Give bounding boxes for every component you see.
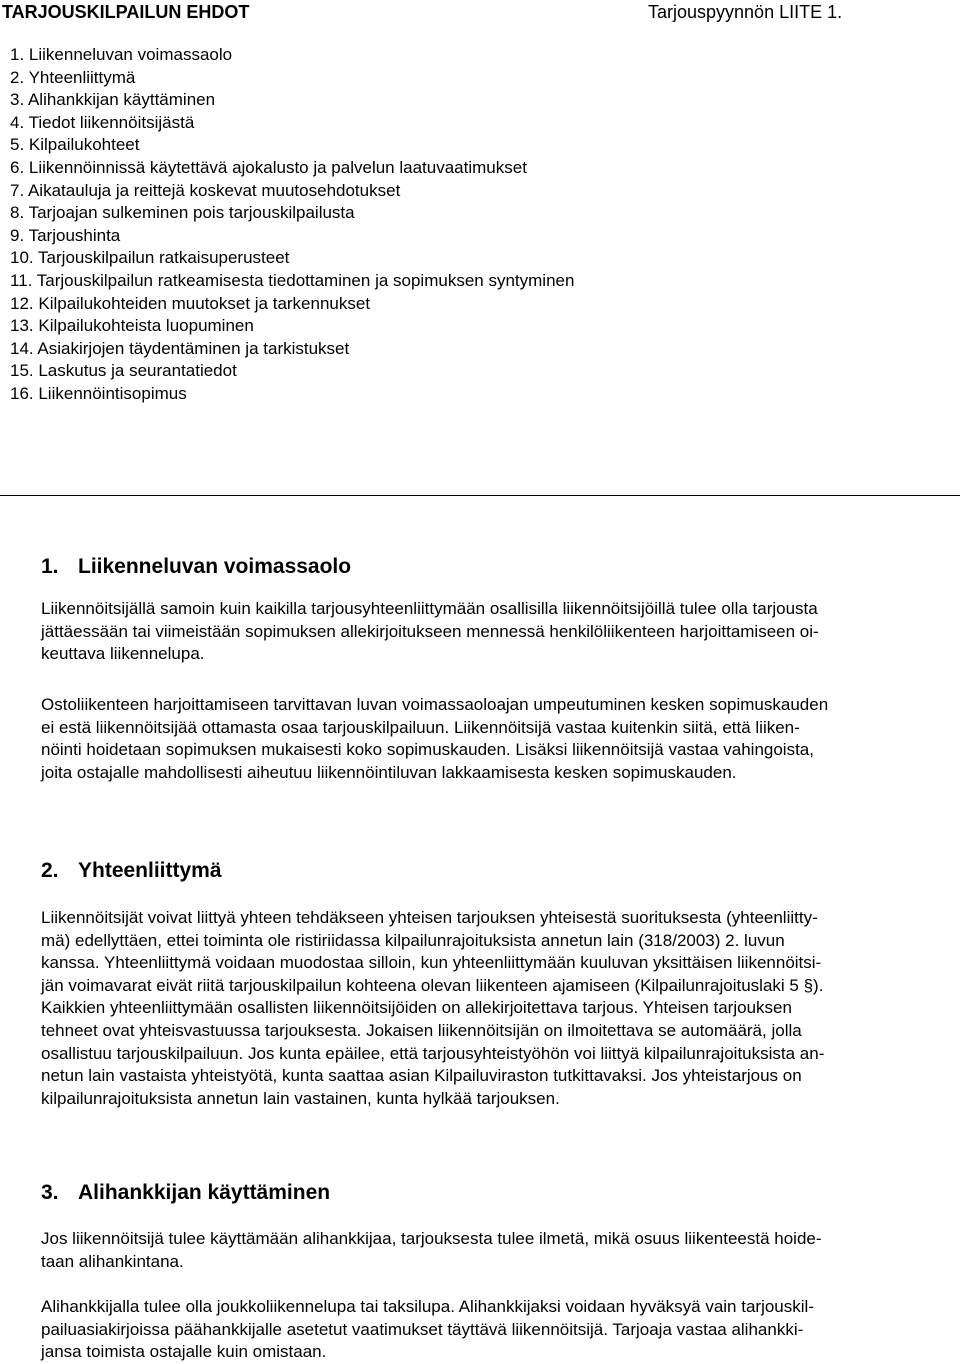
toc-item: 16. Liikennöintisopimus (10, 383, 187, 403)
paragraph: Liikennöitsijällä samoin kuin kaikilla tarjousyhteenliittymään osallisilla liikennöitsijöillä tulee olla tarjousta jättäessään tai viimeistään sopimuksen allekirjoitukseen mennessä henkilöliikenteen harjoittamiseen oi- keuttava liikennelupa. (41, 599, 819, 664)
section-yhteenliittyma (41, 858, 957, 884)
section-number: 3. (41, 1181, 59, 1204)
toc-item: 12. Kilpailukohteiden muutokset ja tarkennukset (10, 293, 371, 313)
paragraph: Ostoliikenteen harjoittamiseen tarvittavan luvan voimassaoloajan umpeutuminen kesken sopimuskauden ei estä liikennöitsijää ottamasta osaa tarjouskilpailuun. Liikennöitsijä vastaa kuitenkin siitä, että liiken- nöinti hoidetaan sopimuksen mukaisesti koko sopimuskauden. Lisäksi liikennöitsijä vastaa vahingoista, joita ostajalle mahdollisesti aiheutuu liikennöintiluvan lakkaamisesta kesken sopimuskauden. (41, 695, 829, 782)
toc-item: 9. Tarjoushinta (10, 225, 121, 245)
section-heading (41, 1180, 957, 1206)
toc-item: 1. Liikenneluvan voimassaolo (10, 45, 233, 64)
attachment-label: Tarjouspyynnön LIITE 1. (648, 2, 843, 22)
document-header (0, 0, 960, 28)
document-title: TARJOUSKILPAILUN EHDOT (2, 2, 250, 22)
section-number: 1. (41, 555, 59, 578)
section-3-paragraph-2 (41, 1296, 957, 1364)
toc-item: 10. Tarjouskilpailun ratkaisuperusteet (10, 248, 290, 268)
section-number: 2. (41, 859, 59, 882)
toc-item: 5. Kilpailukohteet (10, 135, 140, 155)
section-alihankkijan-kayttaminen (41, 1180, 957, 1206)
toc-item: 8. Tarjoajan sulkeminen pois tarjouskilpailusta (10, 203, 355, 223)
section-liikenneluvan-voimassaolo (41, 554, 957, 580)
toc-item: 15. Laskutus ja seurantatiedot (10, 361, 237, 381)
section-2-paragraph-1 (41, 907, 957, 1110)
section-title: Liikenneluvan voimassaolo (78, 555, 352, 578)
section-divider (0, 495, 960, 496)
paragraph: Liikennöitsijät voivat liittyä yhteen tehdäkseen yhteisen tarjouksen yhteisestä suorituksesta (yhteenliitty- mä) edellyttäen, ettei toiminta ole ristiriidassa kilpailunrajoituksista annetun lain (318/2003) 2. luvun kanssa. Yhteenliittymä voidaan muodostaa silloin, kun yhteenliittymään kuuluvan yksittäisen liikennöitsi- jän voimavarat eivät riitä tarjouskilpailun kohteena olevan liikenteen ajamiseen (Kilpailunrajoituslaki 5 §). Kaikkien yhteenliittymään osallisten liikennöitsijöiden on allekirjoitettava tarjous. Yhteisen tarjouksen tehneet ovat yhteisvastuussa tarjouksesta. Jokaisen liikennöitsijän on ilmoitettava se automäärä, jolla osallistuu tarjouskilpailuun. Jos kunta epäilee, että tarjousyhteistyöhön voi liittyä kilpailunrajoituksista an- netun lain vastaista yhteistyötä, kunta saattaa asian Kilpailuviraston tutkittavaksi. Jos yhteistarjous on kilpailunrajoituksista annetun lain vastainen, kunta hylkää tarjouksen. (41, 908, 825, 1108)
toc-item: 6. Liikennöinnissä käytettävä ajokalusto ja palvelun laatuvaatimukset (10, 157, 527, 177)
section-3-paragraph-1 (41, 1228, 957, 1273)
table-of-contents (10, 44, 574, 406)
toc-item: 14. Asiakirjojen täydentäminen ja tarkistukset (10, 338, 350, 358)
section-1-paragraph-1 (41, 598, 957, 666)
toc-item: 11. Tarjouskilpailun ratkeamisesta tiedottaminen ja sopimuksen syntyminen (10, 270, 575, 290)
toc-item: 13. Kilpailukohteista luopuminen (10, 316, 254, 336)
section-heading (41, 858, 957, 884)
section-title: Alihankkijan käyttäminen (78, 1181, 331, 1204)
section-1-paragraph-2 (41, 694, 957, 784)
section-title: Yhteenliittymä (78, 859, 222, 882)
toc-item: 4. Tiedot liikennöitsijästä (10, 112, 195, 132)
paragraph: Jos liikennöitsijä tulee käyttämään alihankkijaa, tarjouksesta tulee ilmetä, mikä osuus liikenteestä hoide- taan alihankintana. (41, 1229, 822, 1271)
toc-item: 3. Alihankkijan käyttäminen (10, 90, 216, 110)
section-heading (41, 554, 957, 580)
toc-item: 2. Yhteenliittymä (10, 67, 136, 87)
paragraph: Alihankkijalla tulee olla joukkoliikennelupa tai taksilupa. Alihankkijaksi voidaan hyväksyä vain tarjouskil- pailuasiakirjoissa päähankkijalle asetetut vaatimukset täyttävä liikennöitsijä. Tarjoaja vastaa alihankki- jansa toimista ostajalle kuin omistaan. (41, 1297, 814, 1362)
toc-item: 7. Aikatauluja ja reittejä koskevat muutosehdotukset (10, 180, 401, 200)
